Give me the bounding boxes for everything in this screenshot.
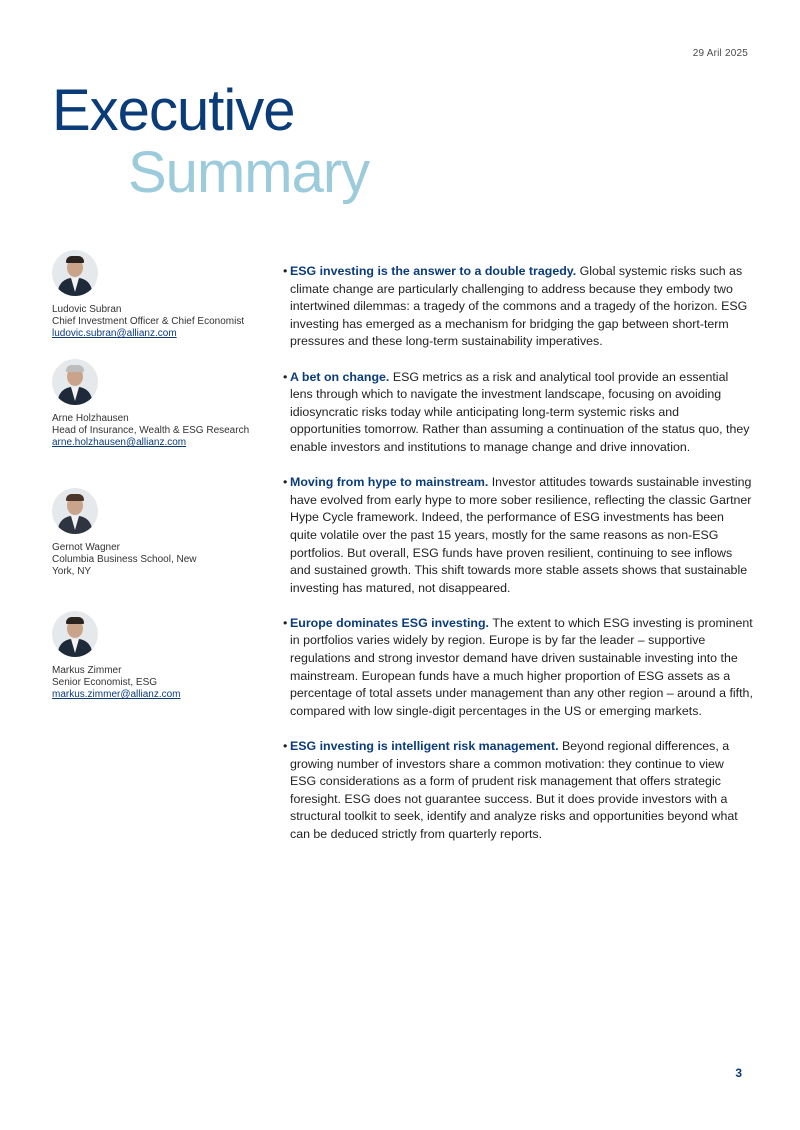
title-executive: Executive (52, 78, 295, 143)
bullet-heading: ESG investing is intelligent risk management. (290, 739, 562, 754)
author-photo (52, 488, 98, 534)
author-card (52, 611, 267, 701)
title-summary: Summary (128, 140, 370, 205)
summary-bullet-list (283, 263, 753, 861)
author-role: Head of Insurance, Wealth & ESG Research (52, 425, 250, 436)
bullet-dot-icon: • (283, 475, 288, 490)
bullet-text: Beyond regional differences, a growing number of investors share a common motivation: they continue to view ESG considerations as a form of prudent risk management that offers strategic foresight. ESG does not guarantee success. But it does provide investors with a structural toolkit to seek, identify and analyze risks and opportunities beyond what can be deduced strictly from quarterly reports. (290, 739, 738, 841)
author-email-link[interactable]: ludovic.subran@allianz.com (52, 328, 177, 339)
author-name: Ludovic Subran (52, 304, 122, 315)
author-photo (52, 250, 98, 296)
author-role: Chief Investment Officer & Chief Economist (52, 316, 245, 327)
author-card (52, 488, 212, 578)
bullet-dot-icon: • (283, 369, 288, 384)
bullet-heading: A bet on change. (290, 369, 393, 384)
author-role: Senior Economist, ESG (52, 677, 158, 688)
summary-bullet (283, 474, 753, 597)
author-email-link[interactable]: markus.zimmer@allianz.com (52, 689, 181, 700)
author-photo (52, 611, 98, 657)
author-role: Columbia Business School, New York, NY (52, 554, 197, 577)
author-photo (52, 359, 98, 405)
author-name: Arne Holzhausen (52, 413, 129, 424)
bullet-text: Investor attitudes towards sustainable investing have evolved from early hype to more sober resilience, reflecting the classic Gartner Hype Cycle framework. Indeed, the performance of ESG investments has been quite volatile over the past 15 years, mostly for the same reasons as non-ESG portfolios. But overall, ESG funds have proven resilient, continuing to see inflows and sustained growth. This shift towards more stable assets shows that sustainable investing has matured, not disappeared. (290, 475, 752, 595)
author-name: Markus Zimmer (52, 665, 122, 676)
bullet-text: The extent to which ESG investing is prominent in portfolios varies widely by region. Europe is by far the leader – supportive regulations and strong investor demand have driven sustainable investing into the mainstream. European funds have a much higher proportion of ESG assets as a percentage of total assets under management than any other region – around a fifth, compared with low single-digit percentages in the US or emerging markets. (290, 615, 753, 718)
bullet-heading: Moving from hype to mainstream. (290, 475, 492, 490)
author-card (52, 250, 267, 340)
author-card (52, 359, 267, 449)
summary-bullet (283, 615, 753, 721)
page-number: 3 (735, 1066, 742, 1080)
bullet-text: ESG metrics as a risk and analytical tool provide an essential lens through which to navigate the investment landscape, focusing on avoiding idiosyncratic risks today while anticipating long-term systemic risks and opportunities tomorrow. Rather than assuming a continuation of the status quo, they enable investors and institutions to manage change and drive innovation. (290, 369, 750, 454)
bullet-heading: Europe dominates ESG investing. (290, 615, 493, 630)
author-email-link[interactable]: arne.holzhausen@allianz.com (52, 437, 187, 448)
summary-bullet (283, 738, 753, 844)
summary-bullet (283, 369, 753, 457)
bullet-text: Global systemic risks such as climate change are particularly challenging to address because they embody two intertwined dilemmas: a tragedy of the commons and a tragedy of the horizon. ESG investing has emerged as a mechanism for bridging the gap between short-term pressures and these long-term sustainability imperatives. (290, 264, 748, 349)
bullet-dot-icon: • (283, 264, 288, 278)
bullet-dot-icon: • (283, 615, 288, 630)
author-name: Gernot Wagner (52, 542, 120, 553)
bullet-heading: ESG investing is the answer to a double tragedy. (290, 264, 580, 278)
bullet-dot-icon: • (283, 739, 288, 754)
summary-bullet (283, 263, 753, 351)
report-date: 29 Aril 2025 (692, 48, 748, 59)
